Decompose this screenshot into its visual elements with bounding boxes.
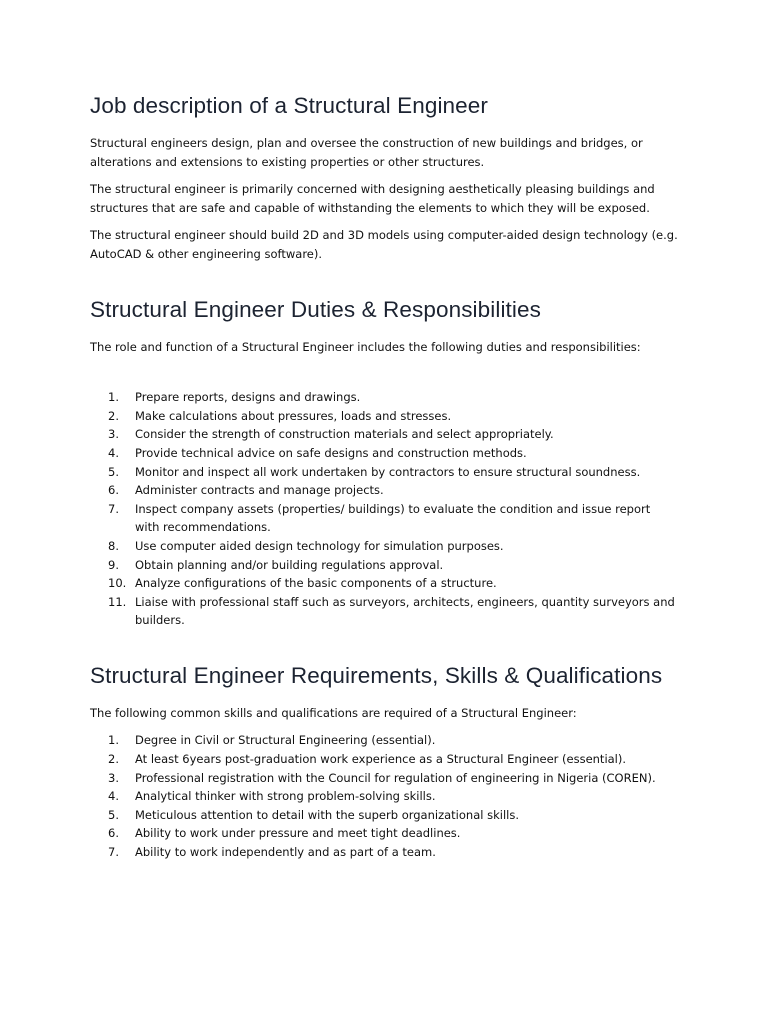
list-number: 2. <box>108 752 119 767</box>
list-number: 7. <box>108 501 119 516</box>
duties-intro: The role and function of a Structural Engineer includes the following duties and responsibilities: <box>90 339 641 354</box>
list-number: 1. <box>108 733 119 748</box>
requirements-intro: The following common skills and qualifications are required of a Structural Engineer: <box>90 705 577 720</box>
intro-paragraph: Structural engineers design, plan and oversee the construction of new buildings and bridges, or alterations and extensions to existing properties or other structures. <box>90 136 643 169</box>
list-item <box>108 481 678 500</box>
list-text: Degree in Civil or Structural Engineering (essential). <box>135 733 436 748</box>
list-number: 9. <box>108 557 119 572</box>
list-number: 5. <box>108 807 119 822</box>
list-number: 1. <box>108 390 119 405</box>
requirements-heading: Structural Engineer Requirements, Skills & Qualifications <box>90 662 663 688</box>
list-number: 7. <box>108 845 119 860</box>
list-item <box>108 537 678 556</box>
list-item <box>108 806 678 825</box>
document-title: Job description of a Structural Engineer <box>90 93 488 118</box>
list-item <box>108 574 678 593</box>
list-item <box>108 593 678 630</box>
duties-list <box>90 388 678 630</box>
list-item <box>108 407 678 426</box>
list-item <box>108 556 678 575</box>
intro-paragraph: The structural engineer should build 2D and 3D models using computer-aided design technology (e.g. AutoCAD & other engineering software). <box>90 228 678 261</box>
list-item <box>108 463 678 482</box>
list-number: 2. <box>108 408 119 423</box>
list-text: Ability to work under pressure and meet tight deadlines. <box>135 826 461 841</box>
list-text: Monitor and inspect all work undertaken by contractors to ensure structural soundness. <box>135 464 641 479</box>
list-number: 8. <box>108 538 119 553</box>
list-item <box>108 787 678 806</box>
list-text: Make calculations about pressures, loads and stresses. <box>135 408 452 423</box>
list-number: 4. <box>108 445 119 460</box>
list-number: 10. <box>108 576 127 591</box>
list-number: 11. <box>108 594 127 609</box>
duties-heading: Structural Engineer Duties & Responsibilities <box>90 296 541 322</box>
list-item <box>108 731 678 750</box>
list-text: Ability to work independently and as part of a team. <box>135 845 436 860</box>
list-number: 6. <box>108 483 119 498</box>
intro-paragraph: The structural engineer is primarily concerned with designing aesthetically pleasing buildings and structures that are safe and capable of withstanding the elements to which they will be exposed. <box>90 182 655 215</box>
requirements-list <box>90 731 678 861</box>
list-text: Analyze configurations of the basic components of a structure. <box>135 576 497 591</box>
list-text: Administer contracts and manage projects. <box>135 483 384 498</box>
list-item <box>108 843 678 862</box>
list-text: Provide technical advice on safe designs and construction methods. <box>135 445 527 460</box>
list-text: At least 6years post-graduation work experience as a Structural Engineer (essential). <box>135 752 627 767</box>
list-item <box>108 824 678 843</box>
list-text: Consider the strength of construction materials and select appropriately. <box>135 427 554 442</box>
list-number: 5. <box>108 464 119 479</box>
list-number: 3. <box>108 770 119 785</box>
list-item <box>108 425 678 444</box>
list-item <box>108 388 678 407</box>
list-text: Obtain planning and/or building regulations approval. <box>135 557 444 572</box>
list-text: Prepare reports, designs and drawings. <box>135 390 361 405</box>
list-text: Liaise with professional staff such as surveyors, architects, engineers, quantity surveyors and builders. <box>135 594 675 628</box>
list-number: 3. <box>108 427 119 442</box>
list-text: Meticulous attention to detail with the superb organizational skills. <box>135 807 519 822</box>
list-text: Inspect company assets (properties/ buildings) to evaluate the condition and issue report with recommendations. <box>135 501 651 535</box>
list-text: Analytical thinker with strong problem-solving skills. <box>135 789 436 804</box>
list-text: Use computer aided design technology for simulation purposes. <box>135 538 504 553</box>
list-item <box>108 750 678 769</box>
list-number: 6. <box>108 826 119 841</box>
list-item <box>108 500 678 537</box>
list-number: 4. <box>108 789 119 804</box>
list-item <box>108 444 678 463</box>
list-item <box>108 769 678 788</box>
list-text: Professional registration with the Council for regulation of engineering in Nigeria (COREN). <box>135 770 656 785</box>
